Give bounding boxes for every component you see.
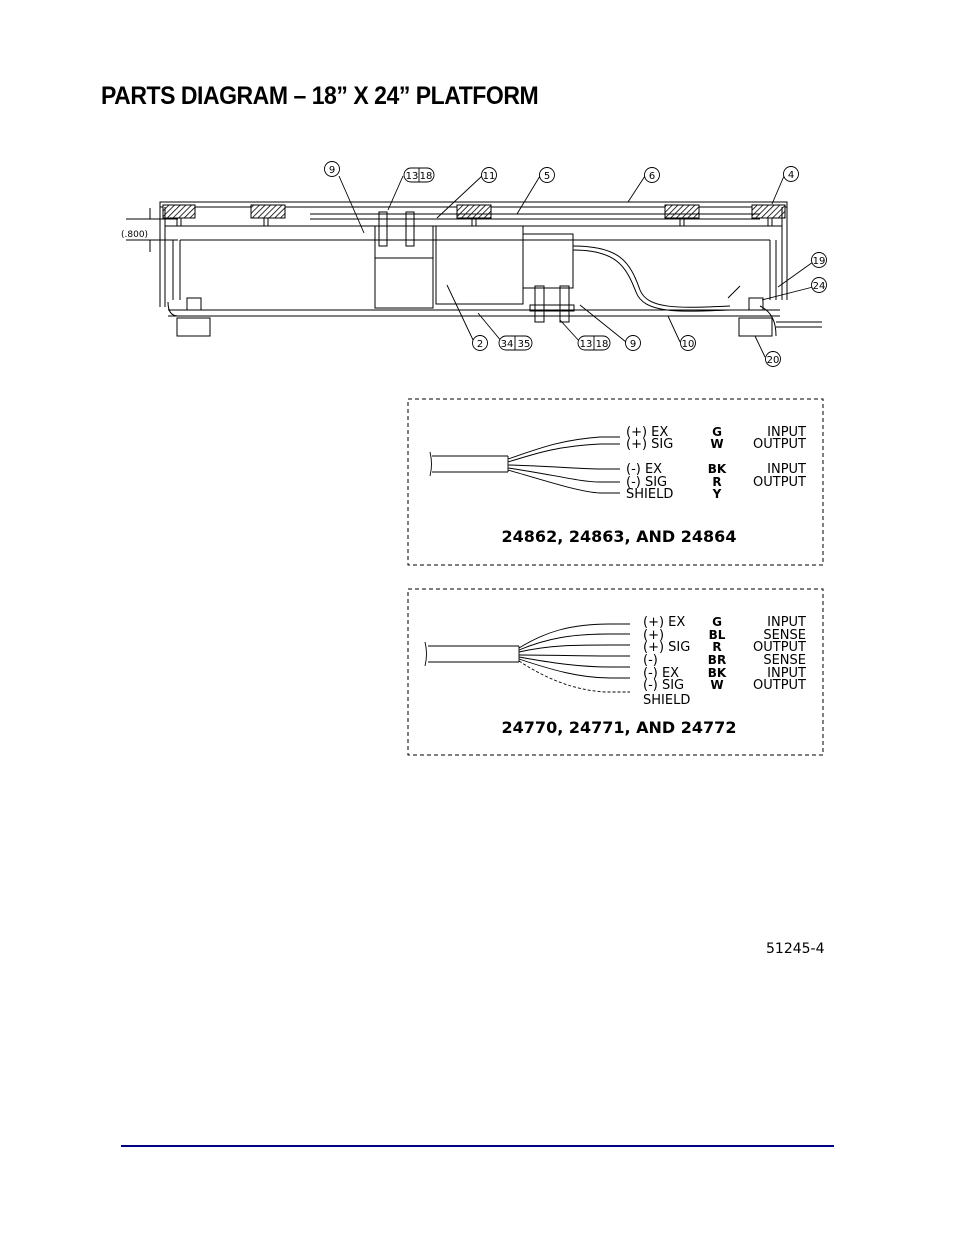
box1-row2-signal: (+) SIG (626, 437, 674, 452)
stub-5 (768, 218, 772, 226)
bolt-13 (379, 212, 387, 246)
callout-4: 4 (787, 170, 795, 181)
box1-row4-color: R (712, 475, 722, 489)
box2-row6-function: OUTPUT (753, 678, 806, 693)
box1-signals (626, 425, 673, 502)
box1-row4-signal: (-) SIG (626, 475, 668, 490)
box2-row1-color: G (712, 615, 722, 629)
footer-rule (121, 1145, 834, 1147)
load-cell-bracket (375, 226, 433, 308)
callout-9-bottom: 9 (629, 339, 637, 350)
bolt-18 (406, 212, 414, 246)
box2-row4-color: BR (707, 653, 727, 667)
callout-18-bottom: 18 (595, 339, 609, 350)
stub-2 (264, 218, 268, 226)
callout-20: 20 (766, 355, 780, 366)
box2-row5-color: BK (707, 666, 727, 680)
box2-row2-function: SENSE (763, 628, 806, 643)
bolt-lower-18 (560, 286, 569, 322)
foot-left (177, 318, 210, 336)
box2-functions (753, 615, 806, 693)
box1-functions (753, 425, 806, 490)
box2-row6-signal: (-) SIG (643, 678, 685, 693)
box2-row5-signal: (-) EX (643, 666, 680, 681)
box2-row7-signal: SHIELD (643, 693, 691, 708)
load-cell-end (523, 234, 573, 288)
pad-3 (457, 205, 491, 218)
callout-13-top: 13 (405, 171, 419, 182)
box2-row1-signal: (+) EX (643, 615, 686, 630)
callout-24: 24 (812, 281, 826, 292)
pad-5 (752, 205, 785, 218)
box1-row1-signal: (+) EX (626, 425, 669, 440)
box2-row3-function: OUTPUT (753, 640, 806, 655)
box2-row6-color: W (710, 678, 724, 692)
callout-19: 19 (812, 256, 826, 267)
callout-11: 11 (482, 171, 496, 182)
box1-row5-signal: SHIELD (626, 487, 674, 502)
box2-row2-signal: (+) (643, 628, 665, 643)
box1-row3-color: BK (707, 462, 727, 476)
callout-10: 10 (681, 339, 695, 350)
box2-row3-color: R (712, 640, 722, 654)
box1-row1-function: INPUT (767, 425, 806, 440)
base-bolt-left (187, 298, 201, 310)
box1-row2-function: OUTPUT (753, 437, 806, 452)
box1-colors (708, 425, 727, 501)
box1-row1-color: G (712, 425, 722, 439)
page-title: PARTS DIAGRAM – 18” X 24” PLATFORM (101, 82, 539, 110)
platform-section (126, 202, 822, 336)
cable-2 (425, 624, 630, 692)
callout-2: 2 (476, 339, 484, 350)
base-bolt-right (749, 298, 763, 310)
callout-leaders (339, 176, 813, 357)
callout-35: 35 (517, 339, 531, 350)
pad-1 (163, 205, 195, 218)
box1-row2-color: W (710, 437, 724, 451)
callout-5: 5 (543, 171, 551, 182)
box2-row2-color: BL (708, 628, 726, 642)
box1-row3-signal: (-) EX (626, 462, 663, 477)
box2-row4-function: SENSE (763, 653, 806, 668)
box1-row3-function: INPUT (767, 462, 806, 477)
cable-1 (430, 437, 620, 493)
bolt-lower-13 (535, 286, 544, 322)
callout-9-top: 9 (328, 165, 336, 176)
callout-34: 34 (500, 339, 514, 350)
box1-row4-function: OUTPUT (753, 475, 806, 490)
callout-6: 6 (648, 171, 656, 182)
box2-signals (643, 615, 690, 708)
box1-caption: 24862, 24863, AND 24864 (501, 527, 737, 546)
box1-row5-color: Y (712, 487, 722, 501)
box2-colors (708, 615, 727, 692)
wiring-box-2 (408, 589, 823, 755)
wiring-box-1 (408, 399, 823, 565)
box2-row3-signal: (+) SIG (643, 640, 691, 655)
dimension-label: (.800) (121, 230, 149, 240)
box2-row1-function: INPUT (767, 615, 806, 630)
pad-2 (251, 205, 285, 218)
box2-caption: 24770, 24771, AND 24772 (501, 718, 737, 737)
box2-row4-signal: (-) (643, 653, 658, 668)
callout-18-top: 18 (419, 171, 433, 182)
document-number: 51245-4 (766, 941, 825, 957)
load-cell (436, 226, 523, 304)
pad-4 (665, 205, 699, 218)
callout-13-bottom: 13 (579, 339, 593, 350)
foot-right (739, 318, 772, 336)
box2-row5-function: INPUT (767, 666, 806, 681)
